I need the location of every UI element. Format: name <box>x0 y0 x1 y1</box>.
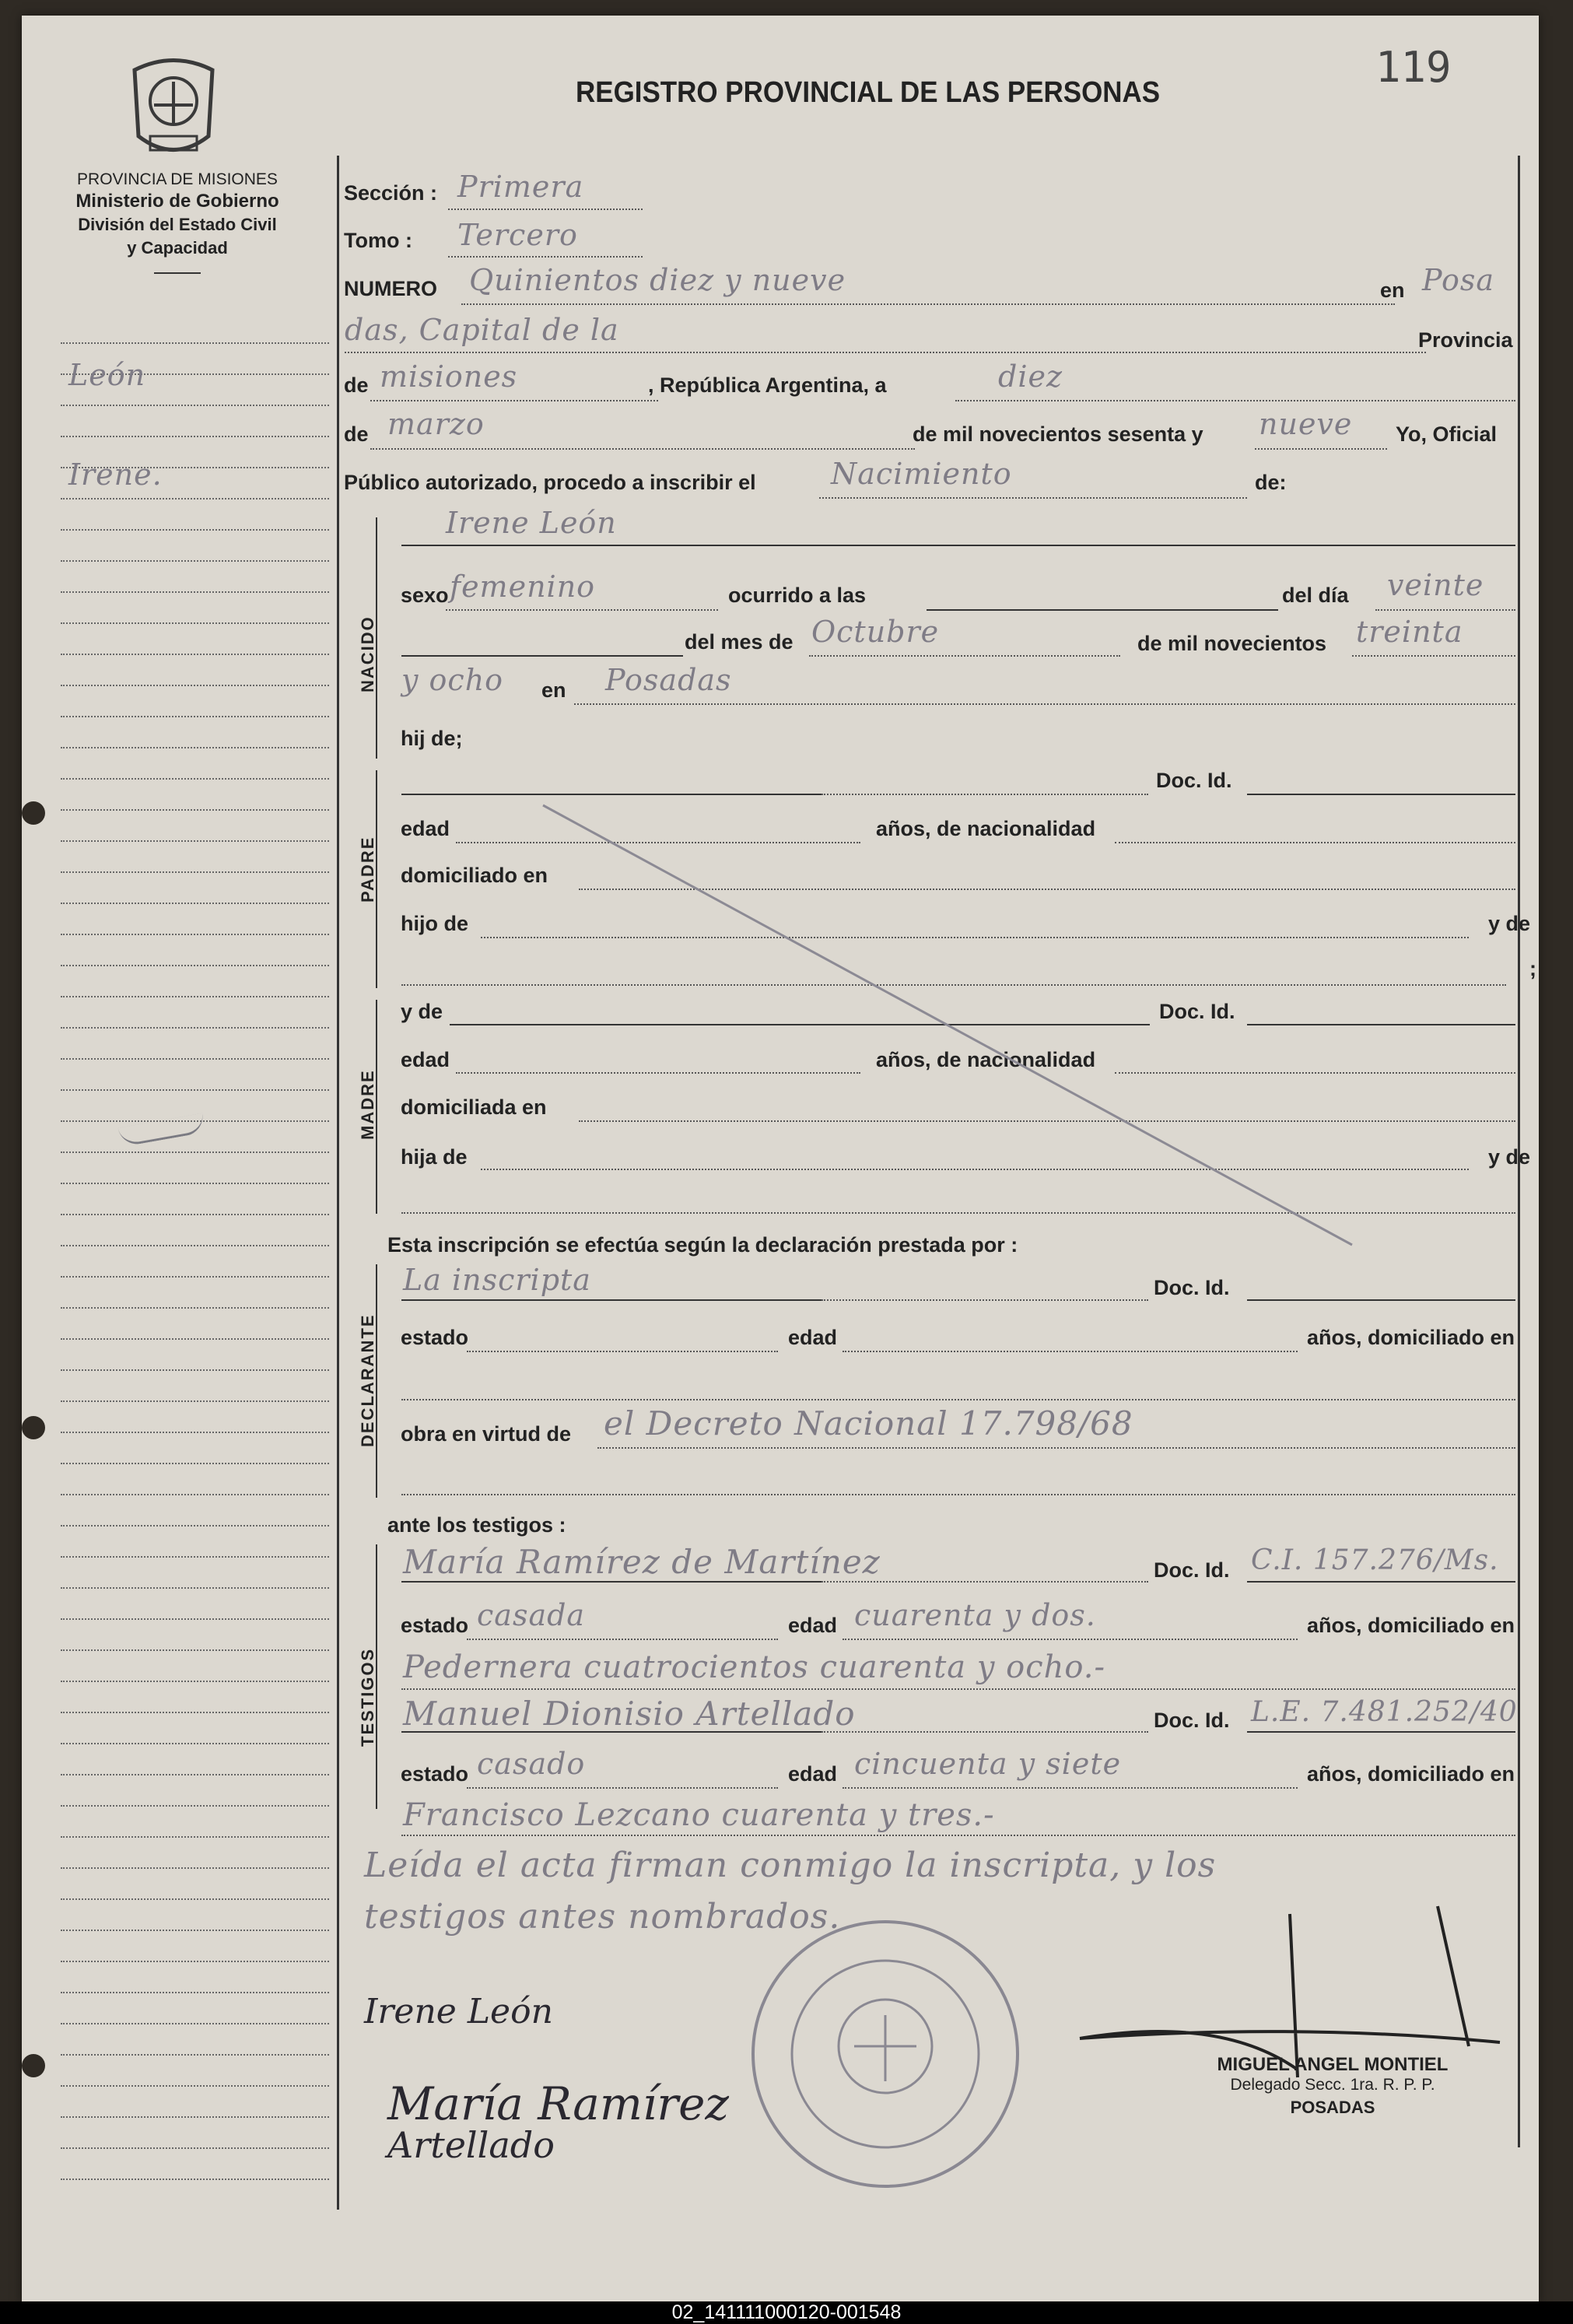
line-estado-testigo2 <box>467 1787 778 1789</box>
label-anos-dom-declarante: años, domiciliado en <box>1307 1326 1515 1349</box>
margin-ruling-line <box>61 1649 329 1651</box>
footer-filename: 02_141111000120-001548 <box>0 2301 1573 2324</box>
line-dia-nac <box>1375 609 1515 611</box>
margin-ruling-line <box>61 778 329 780</box>
line-dom-testigo2 <box>401 1835 1515 1836</box>
margin-ruling-line <box>61 2023 329 2024</box>
label-anos-dom-testigo1: años, domiciliado en <box>1307 1614 1515 1637</box>
label-anos-nac-padre: años, de nacionalidad <box>876 817 1096 840</box>
margin-ruling-line <box>61 622 329 624</box>
margin-ruling-line <box>61 1898 329 1900</box>
margin-ruling-line <box>61 1961 329 1962</box>
line-doc-testigo2 <box>1247 1731 1515 1733</box>
value-anio: nueve <box>1259 407 1353 441</box>
org-division: División del Estado Civil <box>78 215 277 234</box>
org-block <box>22 170 333 274</box>
margin-ruling-line <box>61 1494 329 1495</box>
value-anio-nac-2: y ocho <box>401 663 504 697</box>
org-province: PROVINCIA DE MISIONES <box>77 170 278 188</box>
margin-given-name: Irene. <box>68 457 163 492</box>
section-label-testigos: TESTIGOS <box>358 1647 377 1747</box>
line-testigo2-a <box>401 1731 822 1733</box>
value-testigo1-estado: casada <box>477 1598 586 1632</box>
page-number: 119 <box>1375 43 1452 92</box>
org-ministry: Ministerio de Gobierno <box>75 191 279 212</box>
label-republica: , República Argentina, a <box>648 373 887 397</box>
value-nombre: Irene León <box>446 506 617 540</box>
line-dom-declarante <box>401 1399 1515 1400</box>
margin-ruling-line <box>61 1805 329 1807</box>
official-name: MIGUEL ANGEL MONTIEL <box>1217 2054 1449 2075</box>
margin-ruling-line <box>61 1338 329 1340</box>
margin-ruling-line <box>61 840 329 842</box>
document-page <box>22 16 1539 2303</box>
margin-ruling-line <box>61 529 329 531</box>
margin-ruling-line <box>61 405 329 406</box>
line-testigo2-b <box>822 1731 1148 1733</box>
circular-seal-icon <box>745 1914 1025 2194</box>
margin-ruling-line <box>61 498 329 500</box>
margin-ruling-line <box>61 1151 329 1153</box>
margin-ruling-line <box>61 1556 329 1558</box>
closing-line-1: Leída el acta firman conmigo la inscripta, y los <box>364 1846 1217 1885</box>
value-numero: Quinientos diez y nueve <box>469 263 846 297</box>
margin-ruling-line <box>61 747 329 748</box>
margin-ruling-line <box>61 1618 329 1620</box>
line-nac-blank <box>401 655 683 657</box>
section-label-madre: MADRE <box>358 1069 377 1140</box>
label-de-mil-nov: de mil novecientos <box>1137 632 1327 655</box>
closing-line-2: testigos antes nombrados. <box>364 1897 841 1937</box>
value-mes-nac: Octubre <box>811 615 940 649</box>
label-hij-de: hij de; <box>401 727 463 750</box>
value-virtud: el Decreto Nacional 17.798/68 <box>604 1404 1133 1442</box>
label-en-lugar: en <box>541 678 566 702</box>
value-provincia: misiones <box>380 359 518 394</box>
label-edad-testigo2: edad <box>788 1762 838 1786</box>
margin-ruling-line <box>61 1089 329 1091</box>
margin-ruling-line <box>61 1836 329 1838</box>
label-en: en <box>1380 279 1405 302</box>
label-domiciliada-madre: domiciliada en <box>401 1095 547 1119</box>
label-edad-testigo1: edad <box>788 1614 838 1637</box>
margin-ruling-line <box>61 716 329 717</box>
value-sexo: femenino <box>450 570 596 604</box>
label-anos-nac-madre: años, de nacionalidad <box>876 1048 1096 1071</box>
margin-ruling-line <box>61 1992 329 1993</box>
margin-ruling-line <box>61 1307 329 1309</box>
line-anio-nac <box>1352 655 1515 657</box>
label-y-de-padre: y de <box>1488 912 1531 935</box>
line-anio <box>1255 448 1387 450</box>
page-title: REGISTRO PROVINCIAL DE LAS PERSONAS <box>576 76 1161 109</box>
line-declarante-extra <box>401 1494 1515 1495</box>
line-numero <box>461 303 1395 305</box>
label-y-de-madre-2: y de <box>1488 1145 1531 1169</box>
margin-ruling-line <box>61 1400 329 1402</box>
binder-hole <box>22 801 45 825</box>
value-en-1: Posa <box>1422 263 1495 297</box>
label-de-mes: de <box>344 422 369 446</box>
margin-ruling-line <box>61 1525 329 1527</box>
value-en-2: das, Capital de la <box>345 313 619 347</box>
value-acto: Nacimiento <box>831 457 1012 491</box>
binder-hole <box>22 2054 45 2077</box>
line-virtud <box>597 1447 1515 1449</box>
label-estado-testigo1: estado <box>401 1614 469 1637</box>
line-sexo <box>446 609 718 611</box>
official-city: POSADAS <box>1290 2098 1375 2117</box>
margin-ruling-line <box>61 809 329 811</box>
signature-maria: María Ramírez <box>387 2077 729 2130</box>
margin-ruling-line <box>61 2085 329 2087</box>
margin-ruling-line <box>61 560 329 562</box>
label-estado-testigo2: estado <box>401 1762 469 1786</box>
line-declarante-a <box>401 1299 822 1301</box>
margin-ruling-line <box>61 934 329 935</box>
value-testigo2-dom: Francisco Lezcano cuarenta y tres.- <box>403 1797 995 1833</box>
cancel-diagonal-line <box>527 794 1383 1260</box>
margin-ruling-line <box>61 871 329 873</box>
label-esta-inscripcion: Esta inscripción se efectúa según la declaración prestada por : <box>387 1233 1018 1257</box>
margin-ruling-line <box>61 2147 329 2149</box>
margin-surname: León <box>68 358 146 392</box>
line-tomo <box>448 256 643 258</box>
margin-ruling-line <box>61 591 329 593</box>
line-estado-declarante <box>467 1351 778 1352</box>
margin-ruling-line <box>61 654 329 655</box>
margin-ruling-line <box>61 1463 329 1464</box>
margin-ruling-line <box>61 1183 329 1184</box>
line-edad-testigo2 <box>843 1787 1298 1789</box>
margin-tick <box>118 1113 206 1148</box>
label-tomo: Tomo : <box>344 229 412 252</box>
margin-vertical-line <box>337 156 339 2210</box>
line-mes <box>370 448 915 450</box>
line-doc-declarante <box>1247 1299 1515 1301</box>
margin-ruling-line <box>61 1432 329 1433</box>
margin-ruling-line <box>61 996 329 997</box>
label-edad-declarante: edad <box>788 1326 838 1349</box>
margin-ruling-line <box>61 2116 329 2118</box>
org-divider <box>154 272 201 274</box>
value-testigo1-dom: Pedernera cuatrocientos cuarenta y ocho.- <box>403 1649 1105 1685</box>
label-hijo-de: hijo de <box>401 912 468 935</box>
line-en-2 <box>345 352 1426 353</box>
label-edad-padre: edad <box>401 817 450 840</box>
section-label-padre: PADRE <box>358 836 377 903</box>
margin-ruling-line <box>61 342 329 344</box>
value-seccion: Primera <box>457 170 584 204</box>
value-testigo2: Manuel Dionisio Artellado <box>403 1695 856 1733</box>
value-tomo: Tercero <box>457 218 578 252</box>
line-testigo1-a <box>401 1581 822 1583</box>
value-dia: diez <box>998 359 1063 394</box>
margin-ruling-line <box>61 1774 329 1775</box>
margin-ruling-line <box>61 1214 329 1215</box>
label-doc-padre: Doc. Id. <box>1156 769 1232 792</box>
signature-artellado: Artellado <box>387 2124 555 2166</box>
label-yo-oficial: Yo, Oficial <box>1396 422 1498 446</box>
binder-hole <box>22 1416 45 1439</box>
org-capacity: y Capacidad <box>127 238 228 258</box>
line-dia <box>955 400 1515 401</box>
margin-ruling-line <box>61 1245 329 1246</box>
label-doc-declarante: Doc. Id. <box>1154 1276 1230 1299</box>
label-de: de <box>344 373 369 397</box>
margin-ruling-line <box>61 903 329 904</box>
line-hora <box>927 609 1278 611</box>
value-anio-nac-1: treinta <box>1356 615 1463 649</box>
coat-of-arms-icon <box>123 51 224 167</box>
signature-irene: Irene León <box>364 1992 553 2031</box>
line-seccion <box>448 209 643 210</box>
margin-ruling-line <box>61 1276 329 1278</box>
value-mes: marzo <box>387 407 485 441</box>
label-seccion: Sección : <box>344 181 438 205</box>
margin-ruling-line <box>61 685 329 686</box>
margin-ruling-line <box>61 2054 329 2056</box>
line-acto <box>819 497 1247 499</box>
margin-ruling-line <box>61 1743 329 1744</box>
line-edad-testigo1 <box>843 1639 1298 1640</box>
margin-ruling-line <box>61 1930 329 1931</box>
line-edad-declarante <box>843 1351 1298 1352</box>
margin-ruling-line <box>61 1027 329 1029</box>
line-nombre <box>401 545 1515 546</box>
margin-ruling-line <box>61 1681 329 1682</box>
value-declarante: La inscripta <box>403 1263 591 1297</box>
line-estado-testigo1 <box>467 1639 778 1640</box>
label-sexo: sexo <box>401 584 449 607</box>
value-lugar: Posadas <box>605 663 732 697</box>
line-testigo1-b <box>822 1581 1148 1583</box>
line-doc-testigo1 <box>1247 1581 1515 1583</box>
label-doc-testigo1: Doc. Id. <box>1154 1558 1230 1582</box>
margin-ruling-line <box>61 1369 329 1371</box>
label-estado-declarante: estado <box>401 1326 469 1349</box>
section-label-nacido: NACIDO <box>358 615 377 692</box>
label-obra-virtud: obra en virtud de <box>401 1422 572 1446</box>
value-testigo2-estado: casado <box>477 1747 586 1781</box>
line-dom-testigo1 <box>401 1688 1515 1690</box>
margin-ruling-line <box>61 1867 329 1869</box>
label-domiciliado-padre: domiciliado en <box>401 864 548 887</box>
margin-ruling-line <box>61 965 329 966</box>
line-provincia <box>370 400 658 401</box>
line-lugar <box>574 703 1515 705</box>
label-provincia: Provincia <box>1418 328 1513 352</box>
margin-ruling-line <box>61 2179 329 2180</box>
margin-ruling-line <box>61 436 329 437</box>
label-de-colon: de: <box>1255 471 1287 494</box>
label-semicolon: ; <box>1529 957 1536 980</box>
label-publico: Público autorizado, procedo a inscribir el <box>344 471 756 494</box>
line-mes-nac <box>809 655 1120 657</box>
label-anos-dom-testigo2: años, domiciliado en <box>1307 1762 1515 1786</box>
label-edad-madre: edad <box>401 1048 450 1071</box>
label-ante-testigos: ante los testigos : <box>387 1513 566 1537</box>
section-label-declarante: DECLARANTE <box>358 1313 377 1447</box>
margin-ruling-line <box>61 1712 329 1713</box>
label-doc-testigo2: Doc. Id. <box>1154 1709 1230 1732</box>
label-numero: NUMERO <box>344 277 437 300</box>
label-de-mil-sesenta: de mil novecientos sesenta y <box>913 422 1203 446</box>
label-del-mes: del mes de <box>685 630 794 654</box>
value-testigo1-doc: C.I. 157.276/Ms. <box>1251 1544 1499 1576</box>
value-testigo2-doc: L.E. 7.481.252/40 <box>1251 1696 1518 1728</box>
line-declarante-b <box>822 1299 1148 1301</box>
margin-ruling-line <box>61 1058 329 1060</box>
value-testigo1: María Ramírez de Martínez <box>403 1543 881 1581</box>
margin-ruling-line <box>61 1587 329 1589</box>
official-stamp <box>1150 2054 1515 2118</box>
label-ocurrido: ocurrido a las <box>728 584 867 607</box>
label-doc-madre: Doc. Id. <box>1159 1000 1235 1023</box>
value-testigo1-edad: cuarenta y dos. <box>854 1598 1096 1632</box>
label-hija-de: hija de <box>401 1145 468 1169</box>
value-dia-nac: veinte <box>1387 568 1484 602</box>
label-del-dia: del día <box>1282 584 1349 607</box>
official-role: Delegado Secc. 1ra. R. P. P. <box>1230 2076 1435 2094</box>
value-testigo2-edad: cincuenta y siete <box>854 1747 1122 1781</box>
label-y-de-madre: y de <box>401 1000 443 1023</box>
